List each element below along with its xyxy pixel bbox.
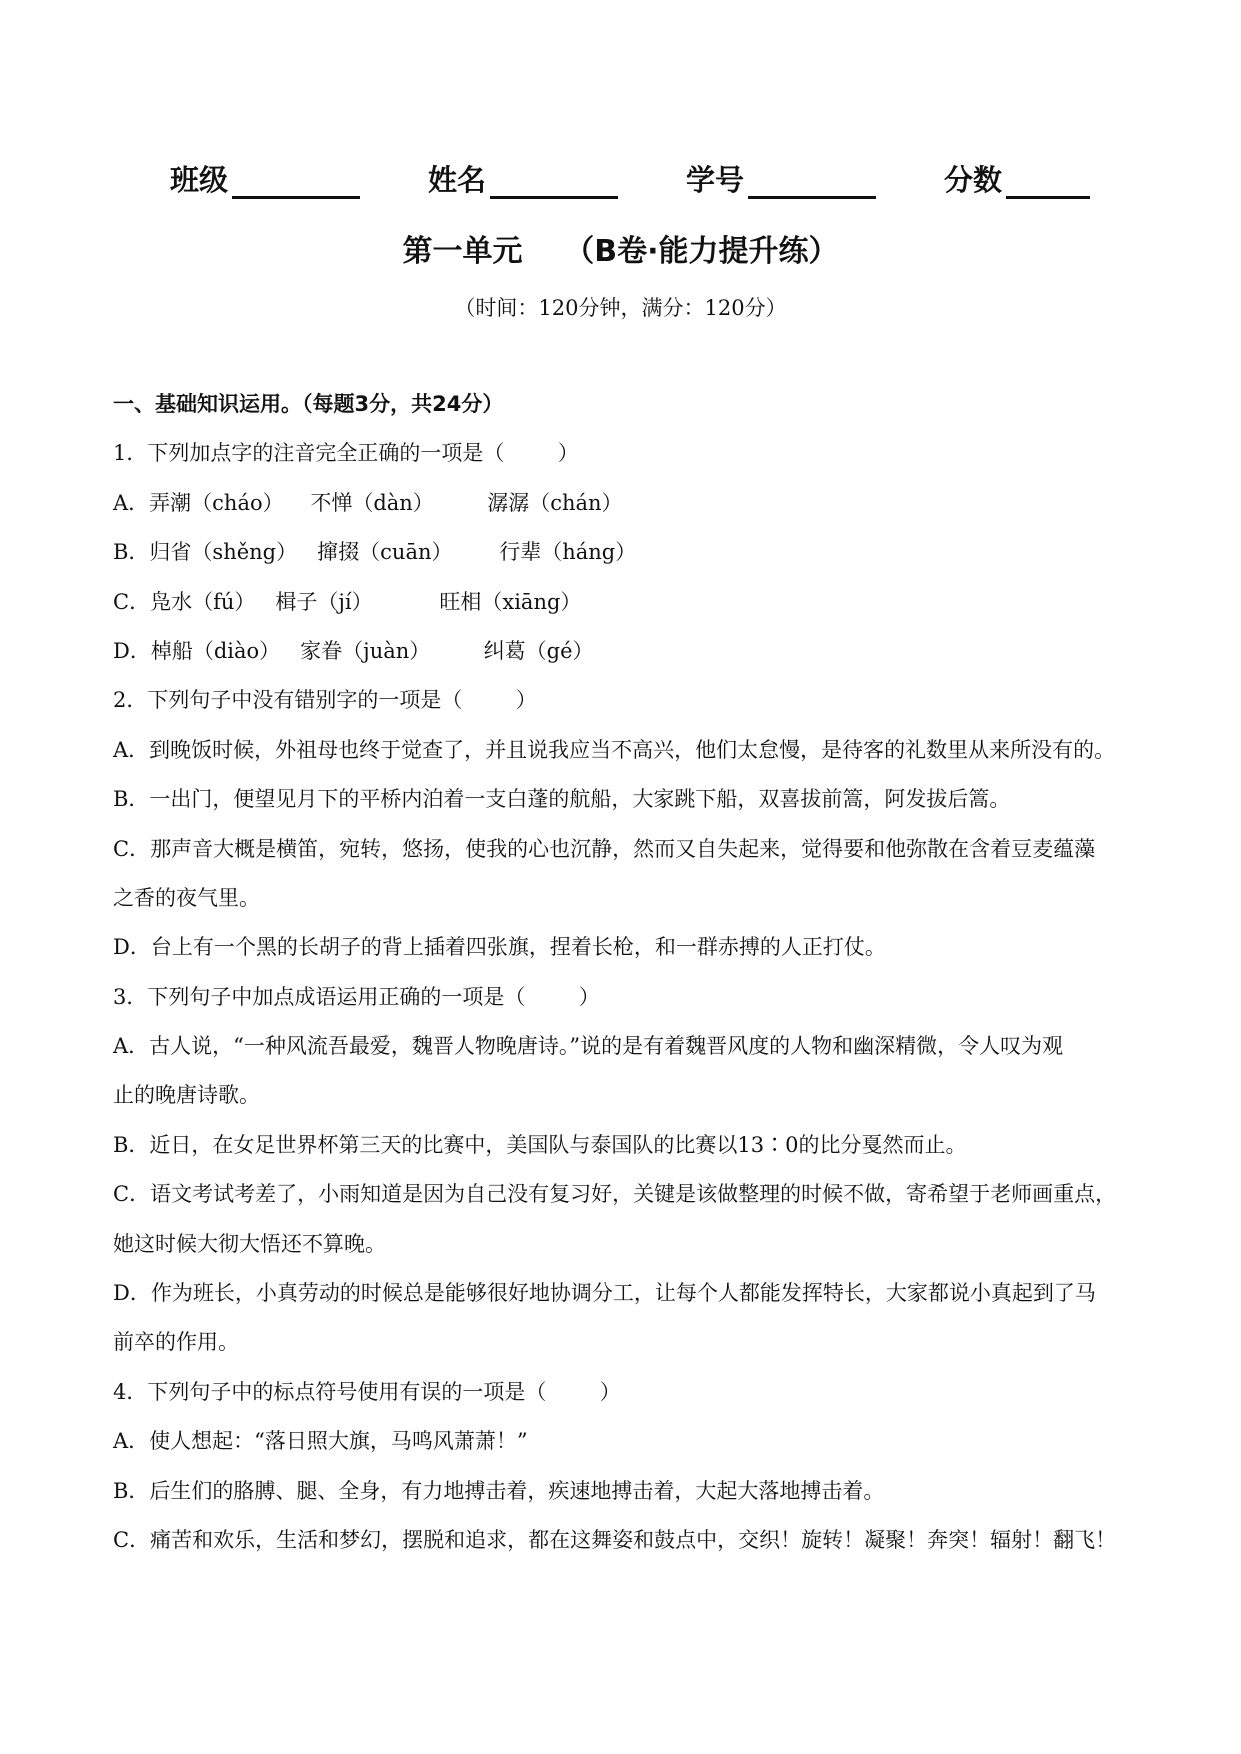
name-field[interactable] [428,158,618,199]
class-blank[interactable] [232,166,360,199]
answer-option: A．古人说，“一种风流吾最爱，魏晋人物晚唐诗。”说的是有着魏晋风度的人物和幽深精微，令人叹为观 [113,1034,1064,1059]
student-id-blank[interactable] [748,166,876,199]
question-stem: 4．下列句子中的标点符号使用有误的一项是（ ） [113,1379,621,1404]
name-blank[interactable] [490,166,618,199]
name-label: 姓名 [427,163,486,197]
answer-option: 之香的夜气里。 [113,885,260,910]
answer-option: B．归省（shěng） 撺掇（cuān） 行辈（háng） [113,540,637,565]
answer-option: C．痛苦和欢乐，生活和梦幻，摆脱和追求，都在这舞姿和鼓点中，交织！旋转！凝聚！奔突！辐射！翻飞！ [113,1527,1117,1552]
answer-option: A．到晚饭时候，外祖母也终于觉查了，并且说我应当不高兴，他们太怠慢，是待客的礼数里从来所没有的。 [113,737,1116,762]
answer-option: 止的晚唐诗歌。 [113,1083,260,1108]
answer-option: B．一出门，便望见月下的平桥内泊着一支白蓬的航船，大家跳下船，双喜拔前篙，阿发拔后篙。 [113,787,1011,812]
question-stem: 1．下列加点字的注音完全正确的一项是（ ） [113,441,579,466]
section-heading: 一、基础知识运用。（每题3分，共24分） [113,392,504,416]
answer-option: D．棹船（diào） 家眷（juàn） 纠葛（gé） [113,638,594,663]
answer-option: C．语文考试考差了，小雨知道是因为自己没有复习好，关键是该做整理的时候不做，寄希望于老师画重点， [113,1182,1117,1207]
answer-option: A．弄潮（cháo） 不惮（dàn） 潺潺（chán） [113,490,623,515]
class-field[interactable] [170,158,360,199]
student-id-label: 学号 [685,163,744,197]
score-label: 分数 [943,163,1002,197]
score-field[interactable] [944,158,1090,199]
answer-option: D．作为班长，小真劳动的时候总是能够很好地协调分工，让每个人都能发挥特长，大家都说小真起到了马 [113,1281,1096,1306]
student-info-row [170,158,1090,199]
page-subtitle: （时间：120分钟，满分：120分） [454,296,787,320]
class-label: 班级 [170,163,229,197]
answer-option: 前卒的作用。 [113,1330,239,1355]
answer-option: D．台上有一个黑的长胡子的背上插着四张旗，捏着长枪，和一群赤搏的人正打仗。 [113,935,886,960]
answer-option: B．近日，在女足世界杯第三天的比赛中，美国队与泰国队的比赛以13∶0的比分戛然而止。 [113,1132,967,1157]
answer-option: A．使人想起：“落日照大旗，马鸣风萧萧！” [113,1429,528,1454]
score-blank[interactable] [1006,166,1090,199]
answer-option: B．后生们的胳膊、腿、全身，有力地搏击着，疾速地搏击着，大起大落地搏击着。 [113,1478,885,1503]
question-stem: 3．下列句子中加点成语运用正确的一项是（ ） [113,984,600,1009]
answer-option: C．那声音大概是横笛，宛转，悠扬，使我的心也沉静，然而又自失起来，觉得要和他弥散在含着豆麦蕴藻 [113,836,1096,861]
page-title: 第一单元 （B卷·能力提升练） [402,234,839,269]
answer-option: C．凫水（fú） 楫子（jí） 旺相（xiāng） [113,589,582,614]
student-id-field[interactable] [686,158,876,199]
question-body [113,380,1133,1565]
answer-option: 她这时候大彻大悟还不算晚。 [113,1231,386,1256]
question-stem: 2．下列句子中没有错别字的一项是（ ） [113,688,537,713]
